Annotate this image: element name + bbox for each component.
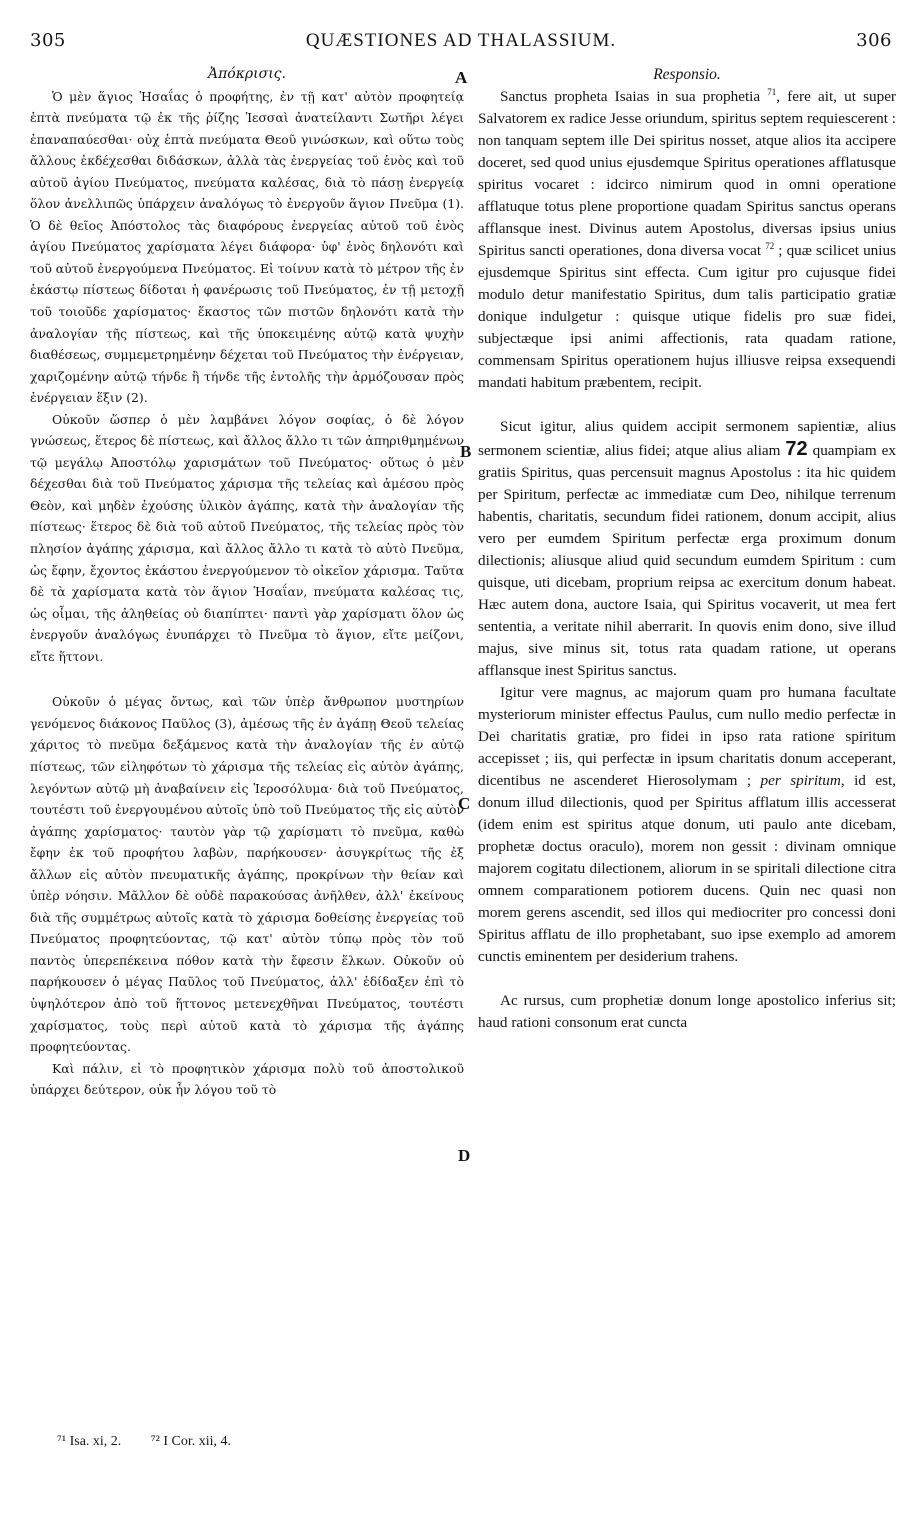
greek-paragraph-2: Οὐκοῦν ὥσπερ ὁ μὲν λαμβάνει λόγον σοφίας, ὁ δὲ λόγον γνώσεως, ἕτερος δὲ πίστεως, καὶ ἄλλος ἄλλο τι τῶν ἀπηριθμημένων τῷ μεγάλῳ Ἀποστόλῳ χαρισμάτων τοῦ Πνεύματος· οὕτως ὁ μὲν δέχεσθαι διὰ τοῦ Πνεύματος χάρισμα τῆς τελείας καὶ ἀμέσου πρὸς Θεὸν, καὶ μηδὲν ἐχούσης ὑλικὸν ἀγάπης, κατὰ τὴν ἀναλογίαν τῆς πίστεως· ἕτερος δὲ διὰ τοῦ αὐτοῦ Πνεύματος, τῆς τελείας πρὸς τὸν πλησίον ἀγάπης χάρισμα, καὶ ἄλλος ἄλλο τι κατὰ τὸ αὐτὸ Πνεῦμα, ὡς ἔφην, ἔχοντος ἑκάστου ἐνεργούμενον τὸ οἰκεῖον χάρισμα. Ταῦτα δὲ τὰ χαρίσματα κατὰ τὸν ἅγιον Ἡσαΐαν, πνεύματα καλέσας τις, ὡς οἶμαι, τῆς ἀληθείας οὐ διαπίπτει· παντὶ γὰρ χαρίσματι ὅλον ὡς ἐνεργοῦν ἀναλόγως ἐνυπάρχει τὸ Πνεῦμα τὸ ἅγιον, εἴτε μείζονι, εἴτε ἥττονι. [30, 411, 464, 664]
greek-paragraph-4: Καὶ πάλιν, εἰ τὸ προφητικὸν χάρισμα πολὺ τοῦ ἀποστολικοῦ ὑπάρχει δεύτερον, οὐκ ἦν λόγου τοῦ τὸ [30, 1060, 464, 1098]
footnote-71: ⁷¹ Isa. xi, 2. [57, 1434, 122, 1449]
latin-p3-text-b: id est, donum illud dilectionis, quod per Spiritus afflatum illis accesserat (idem enim est spiritus atque donum, uti paulo ante dicebam, prophetæ doctus oraculo), morem non gessit : divinam omnique majorem cogitatu dilectionem, aliorum in se spiritali dilectione citra omnem comparationem potiorem ducens. Quin nec quasi non morem gerens ascendit, sed illos qui mediocriter pro concessi doni Spiritus afflatu de illo prophetabant, suo ipse exemplo ad amorem cunctis eminentem per desiderium trahens. [478, 772, 896, 965]
latin-p3-italic: per spiritum, [760, 772, 845, 789]
page-number-left: 305 [30, 30, 66, 51]
margin-marker-a: A [455, 68, 468, 87]
latin-p1-text-c: ; quæ scilicet unius ejusdemque Spiritus sint effecta. Cum igitur pro cujusque fidei modulo detur manifestatio Spiritus, dum talis participatio gratiæ donique indulgetur : quisque utique fidelis pro suæ fidei, subjectæque ipsi animi affectionis, rata quadam ratione, commensam Spiritus operationem hujus illiusve reipsa exsequendi mandati habitum præbentem, recipit. [478, 242, 896, 391]
footnotes [57, 1434, 257, 1450]
greek-paragraph-1: Ὁ μὲν ἅγιος Ἡσαΐας ὁ προφήτης, ἐν τῇ κατ' αὐτὸν προφητείᾳ ἑπτὰ πνεύματα τῷ ἐκ τῆς ῥίζης Ἰεσσαὶ ἀνατείλαντι Σωτῆρι λέγει ἐπαναπαύεσθαι· οὐχ ἑπτὰ πνεύματα Θεοῦ γινώσκων, καὶ οὕτω τοὺς ἄλλους ἐκδέχεσθαι διδάσκων, ἀλλὰ τὰς ἐνεργείας τοῦ ἑνὸς καὶ τοῦ αὐτοῦ ἁγίου Πνεύματος, πνεύματα καλέσας, διὰ τὸ πάσῃ ἐνεργείᾳ ὅλον ἀνελλιπῶς ὑπάρχειν ἀναλόγως τὸ ἐνεργοῦν ἅγιον Πνεῦμα (1). Ὁ δὲ θεῖος Ἀπόστολος τὰς διαφόρους ἐνεργείας αὐτοῦ τοῦ ἑνὸς ἁγίου Πνεύματος χαρίσματα λέγει διάφορα· ὑφ' ἑνὸς δηλονότι καὶ τοῦ αὐτοῦ ἐνεργούμενα Πνεύματος. Εἰ τοίνυν κατὰ τὸ μέτρον τῆς ἐν ἑκάστῳ πίστεως δίδοται ἡ φανέρωσις τοῦ Πνεύματος, ἐν τῇ μετοχῇ τοῦ τοιοῦδε χαρίσματος· ἕκαστος τῶν πιστῶν δηλονότι κατὰ τὴν ἀναλογίαν τῆς πίστεως, καὶ τῆς ὑποκειμένης αὐτῷ κατὰ ψυχὴν διαθέσεως, συμμεμετρημένην δέχεται τοῦ Πνεύματος τὴν ἐνέργειαν, χαριζομένην αὐτῷ τήνδε ἢ τήνδε τῆς ἐντολῆς τὴν ἁρμόζουσαν πρὸς ἐνέργειαν ἕξιν (2). [30, 88, 464, 406]
latin-p2-text-b: quampiam ex gratiis Spiritus, quas percensuit magnus Apostolus : ita hic quidem per Spiritum, perfectæ ac immediatæ cum Deo, nihilque terrenum habentis, charitatis, secundum fidei rationem, donum accipit, alius vero per eumdem Spiritum perfectæ erga proximum donum dilectionis; aliusque aliud quid secundum eumdem Spiritum : cum quisque, uti dicebam, proprium reipsa ac exercitum donum habeat. Hæc autem dona, auctore Isaia, qui Spiritus vocaverit, ut mea fert sententia, a veritate nihil aberrarit. In quovis enim dono, sive illud majus, sive minus sit, totus rata quadam ratione, ut operans afflansque inest Spiritus sanctus. [478, 442, 896, 679]
running-title: QUÆSTIONES AD THALASSIUM. [305, 30, 617, 51]
footnote-ref-72: 72 [765, 240, 775, 251]
latin-p2-text-a: Sicut igitur, alius quidem accipit sermonem sapientiæ, alius sermonem scientiæ, alius fidei; atque alius aliam [478, 418, 896, 459]
margin-marker-d: D [458, 1146, 471, 1165]
margin-marker-c: C [458, 794, 471, 813]
latin-paragraph-4: Ac rursus, cum prophetiæ donum longe apostolico inferius sit; haud rationi consonum erat cuncta [478, 992, 896, 1031]
latin-heading: Responsio. [653, 66, 721, 83]
column-number: 72 [785, 438, 808, 460]
latin-paragraph-2 [478, 416, 896, 682]
page-number-right: 306 [856, 30, 892, 51]
latin-p1-text-a: Sanctus propheta Isaias in sua prophetia [500, 88, 761, 105]
latin-paragraph-3 [478, 682, 896, 968]
footnote-72: ⁷² I Cor. xii, 4. [150, 1434, 232, 1449]
latin-paragraph-1 [478, 86, 896, 394]
margin-marker-b: B [460, 442, 472, 461]
latin-p1-text-b: , fere ait, ut super Salvatorem ex radice Jesse oriundum, spiritus septem requiescerent : non tanquam septem ille Dei spiritus nosset, atque alios ita accipere doceret, sed quod unius ejusdemque Spiritus operationes afflatusque spiritus vocaret : idcirco nimirum quod in omni operatione afflatuque totus plene proportione quadam Spiritus sanctus operans afflansque inest. Divinus autem Apostolus, diversas ipsius unius Spiritus sancti operationes, dona diversa vocat [478, 88, 896, 259]
latin-p3-text-a: Igitur vere magnus, ac majorum quam pro humana facultate mysteriorum minister effectus Paulus, cum nullo medio perfectæ in Dei charitatis gratiæ, pro fidei in ipso rata ratione spiritum accepisset ; iis, qui perfectæ in ipsum charitatis donum acceperant, dicentibus ne ascenderet Hierosolymam ; [478, 684, 896, 789]
page-header [30, 30, 892, 60]
latin-column [478, 64, 896, 1034]
greek-paragraph-3: Οὐκοῦν ὁ μέγας ὄντως, καὶ τῶν ὑπὲρ ἄνθρωπον μυστηρίων γενόμενος διάκονος Παῦλος (3), ἀμέσως τῆς ἐν ἀγάπῃ Θεοῦ τελείας χάριτος τὸ πνεῦμα δεξάμενος κατὰ τὴν ἀναλογίαν τῆς ἐν αὐτῷ πίστεως, τῶν εἰληφότων τὸ χάρισμα τῆς τελείας εἰς αὐτὸν ἀγάπης, λεγόντων αὐτῷ μὴ ἀναβαίνειν εἰς Ἱεροσόλυμα· διὰ τοῦ Πνεύματος, τουτέστι τοῦ ἐνεργουμένου αὐτοῖς ὑπὸ τοῦ Πνεύματος τῆς εἰς αὐτὸν ἀγάπης χαρίσματος· ταυτὸν γὰρ τῷ χαρίσματι τὸ πνεῦμα, καθὼ ἔφην ἐκ τοῦ προφήτου λαβὼν, παρήκουσεν· ἀσυγκρίτως τῆς ἐξ ἄλλων εἰς αὐτὸν πνευματικῆς ἀγάπης, προκρίνων τὴν θείαν καὶ ὑπὲρ νόησιν. Μᾶλλον δὲ οὐδὲ παρακούσας ἀνῆλθεν, ἀλλ' ἐκείνους διὰ τῆς συμμέτρως αὐτοῖς κατὰ τὸ χάρισμα δοθείσης ἐνεργείας τοῦ Πνεύματος προφητεύοντας, τῷ κατ' αὐτὸν τύπῳ πρὸς τὸν τοῦ παντὸς ὑπερεπέκεινα πόθον κατὰ τὴν ἔφεσιν ἕλκων. Οὐκοῦν οὐ παρήκουσεν ὁ μέγας Παῦλος τοῦ Πνεύματος, ἀλλ' ἐδίδαξεν ἐπὶ τὸ ὑψηλότερον ἀπὸ τοῦ ἥττονος μετενεχθῆναι Πνεύματος, τουτέστι χαρίσματος, τοὺς περὶ αὐτοῦ κατὰ τὸ χάρισμα τῆς ἀγάπης προφητεύοντας. [30, 694, 465, 1055]
greek-column [30, 64, 464, 1101]
footnote-ref-71: 71 [767, 86, 777, 97]
greek-heading: Ἀπόκρισις. [208, 66, 286, 82]
